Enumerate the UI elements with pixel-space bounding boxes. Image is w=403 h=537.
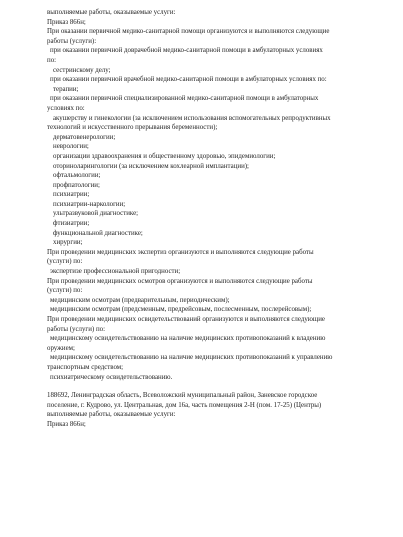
text-line: фтизиатрии; [53,220,90,228]
text-line: оружием; [47,344,75,352]
text-line: оториноларингологии (за исключением кохлеарной имплантации); [53,162,249,170]
text-line: при оказании первичной специализированной медико-санитарной помощи в амбулаторных [50,95,319,103]
text-line: поселение, г. Кудрово, ул. Центральная, дом 16а, часть помещения 2-Н (пом. 17-25) (Центры) [47,401,322,409]
text-line: транспортным средством; [47,363,124,371]
address-block [47,391,379,429]
text-line: дерматовенерологии; [53,133,116,141]
text-line: При проведении медицинских освидетельствований организуются и выполняются следующие [47,316,325,323]
text-line: экспертизе профессиональной пригодности; [50,268,181,276]
text-line: медицинскому освидетельствованию на наличие медицинских противопоказаний к управлению [50,354,333,362]
text-line: по: [47,56,57,64]
text-line: Приказ 866н; [47,420,86,428]
text-line: медицинским осмотрам (предсменным, предрейсовым, послесменным, послерейсовым); [50,306,312,314]
text-line: неврологии; [53,143,89,151]
text-line: При проведении медицинских осмотров организуются и выполняются следующие работы [47,277,313,285]
text-line: условиях по: [47,104,85,112]
text-line: при оказании первичной доврачебной медико-санитарной помощи в амбулаторных условиях [50,47,323,55]
text-line: медицинским осмотрам (предварительным, периодическим); [50,296,230,304]
text-line: ультразвуковой диагностике; [53,210,139,218]
text-line: психиатрии; [53,191,90,199]
text-line: организации здравоохранения и общественному здоровью, эпидемиологии; [53,152,276,160]
text-line: (услуги) по: [47,287,83,295]
text-line: выполняемые работы, оказываемые услуги: [47,9,176,16]
text-line: сестринскому делу; [53,66,111,74]
services-list-block [47,8,379,382]
text-line: офтальмологии; [53,172,101,180]
text-line: работы (услуги) по: [47,325,105,333]
text-line: профпатологии; [53,181,100,189]
text-line: терапии; [53,85,79,93]
text-line: При проведении медицинских экспертиз организуются и выполняются следующие работы [47,248,314,256]
paragraph-gap [47,382,379,391]
text-line: выполняемые работы, оказываемые услуги: [47,411,176,419]
text-line: медицинскому освидетельствованию на наличие медицинских противопоказаний к владению [50,335,326,343]
text-line: Приказ 866н; [47,18,86,26]
text-line: (услуги) по: [47,258,83,266]
text-line: акушерству и гинекологии (за исключением использования вспомогательных репродуктивных [53,114,331,122]
text-line: работы (услуги): [47,37,97,45]
text-line: При оказании первичной медико-санитарной помощи организуются и выполняются следующие [47,28,330,36]
text-line: психиатрии-наркологии; [53,200,126,208]
text-line: психиатрическому освидетельствованию. [50,373,173,381]
text-line: функциональной диагностике; [53,229,143,237]
text-line: хирургии; [53,239,83,247]
text-line: технологий и искусственного прерывания беременности); [47,124,218,132]
text-line: 188692, Ленинградская область, Всеволожский муниципальный район, Заневское городское [47,392,318,400]
text-line: при оказании первичной врачебной медико-санитарной помощи в амбулаторных условиях по: [50,76,327,84]
